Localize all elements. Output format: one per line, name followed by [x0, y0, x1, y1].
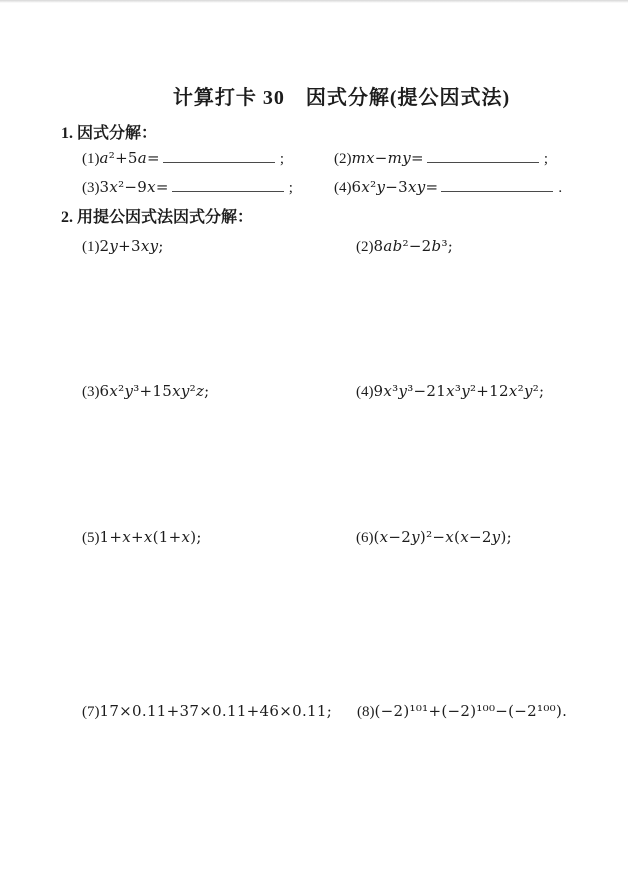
item-label: (2) [334, 151, 352, 167]
item-label: (3) [82, 384, 100, 400]
item-label: (2) [356, 239, 374, 255]
answer-blank [441, 178, 553, 192]
problem-item-2-5 [82, 527, 202, 549]
problem-item-1-2 [334, 148, 548, 170]
math-expression: 8ab²−2b³; [373, 237, 454, 255]
item-label: (4) [334, 180, 352, 196]
math-expression: 2y+3xy; [99, 237, 164, 255]
section-2-heading [61, 204, 253, 227]
scan-top-edge [0, 0, 628, 3]
problem-item-1-1 [82, 148, 284, 170]
answer-blank [172, 178, 284, 192]
page-title: 计算打卡 30 因式分解(提公因式法) [172, 87, 511, 110]
punctuation: ; [543, 151, 549, 167]
math-expression: 1+x+x(1+x); [99, 528, 202, 546]
math-expression: a²+5a= [99, 149, 160, 167]
problem-item-2-8 [357, 701, 567, 723]
math-expression: (x−2y)²−x(x−2y); [373, 528, 512, 546]
item-label: (5) [82, 530, 100, 546]
punctuation: . [558, 180, 563, 196]
math-expression: (−2)¹⁰¹+(−2)¹⁰⁰−(−2¹⁰⁰). [374, 702, 568, 720]
section-2-title: 用提公因式法因式分解： [77, 209, 254, 226]
math-expression: 17×0.11+37×0.11+46×0.11; [99, 702, 333, 720]
item-label: (6) [356, 530, 374, 546]
item-label: (8) [357, 704, 375, 720]
section-1-title: 因式分解： [77, 125, 158, 142]
problem-item-2-1 [82, 236, 164, 258]
problem-item-2-2 [356, 236, 453, 258]
problem-item-1-3 [82, 177, 293, 199]
problem-item-1-4 [334, 177, 562, 199]
math-expression: 9x³y³−21x³y²+12x²y²; [373, 382, 545, 400]
problem-item-2-4 [356, 381, 544, 403]
answer-blank [163, 149, 275, 163]
math-expression: mx−my= [351, 149, 424, 167]
math-expression: 6x²y−3xy= [351, 178, 439, 196]
answer-blank [427, 149, 539, 163]
punctuation: ; [279, 151, 285, 167]
problem-item-2-6 [356, 527, 512, 549]
item-label: (4) [356, 384, 374, 400]
item-label: (1) [82, 151, 100, 167]
math-expression: 6x²y³+15xy²z; [99, 382, 210, 400]
section-2-number: 2. [61, 209, 73, 226]
section-1-heading [61, 120, 157, 143]
punctuation: ; [288, 180, 293, 196]
section-1-number: 1. [61, 125, 73, 142]
item-label: (3) [82, 180, 100, 196]
math-expression: 3x²−9x= [99, 178, 169, 196]
item-label: (1) [82, 239, 100, 255]
item-label: (7) [82, 704, 100, 720]
problem-item-2-7 [82, 701, 332, 723]
problem-item-2-3 [82, 381, 210, 403]
